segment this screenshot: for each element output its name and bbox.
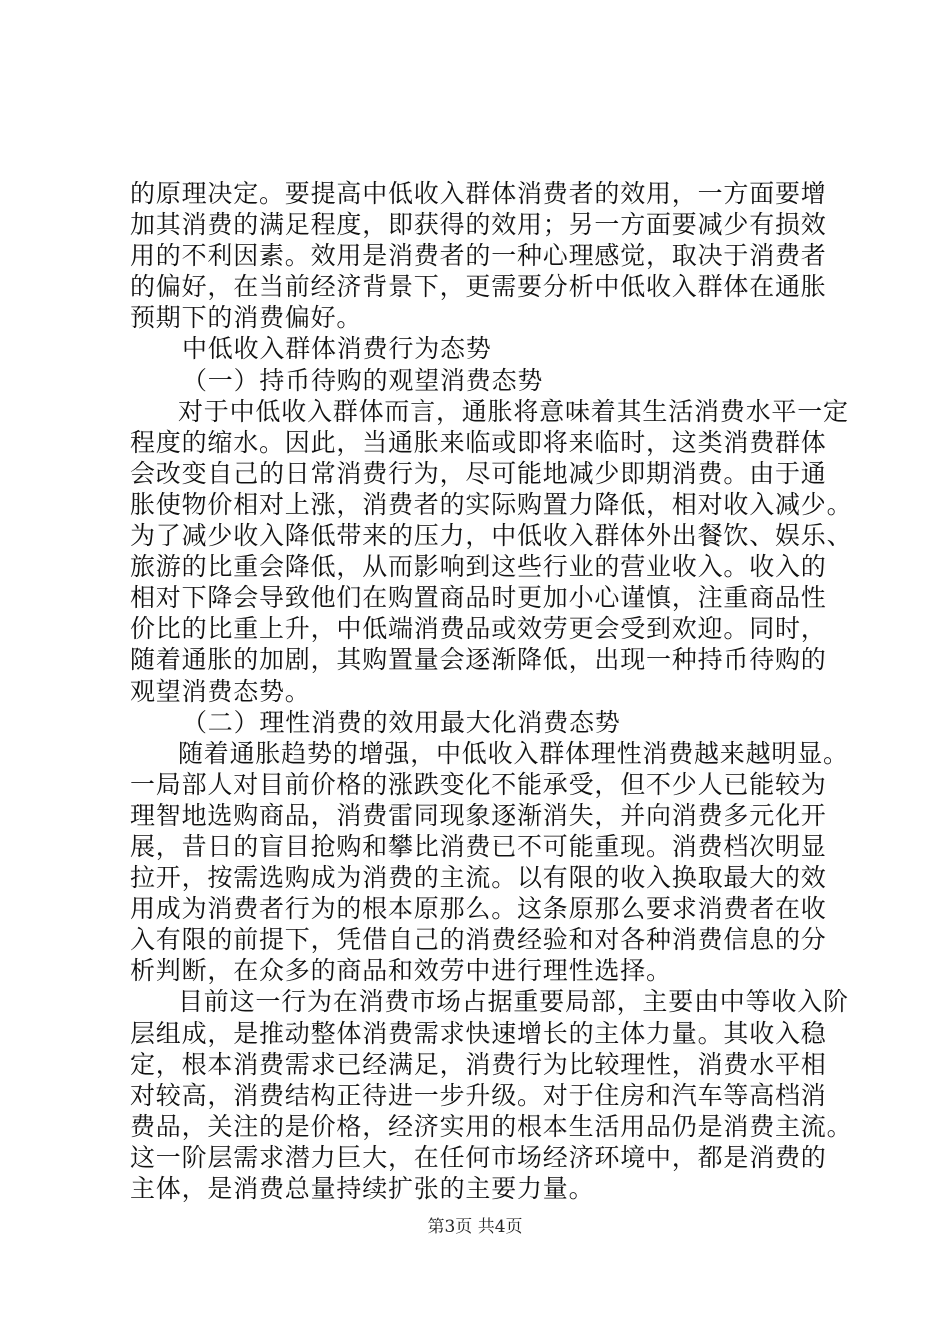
body-line: 胀使物价相对上涨，消费者的实际购置力降低，相对收入减少。 bbox=[130, 489, 853, 519]
body-line: 一局部人对目前价格的涨跌变化不能承受，但不少人已能较为 bbox=[130, 769, 827, 799]
page-number-footer: 第3页 共4页 bbox=[427, 1217, 523, 1237]
paragraph-first-line: 随着通胀趋势的增强，中低收入群体理性消费越来越明显。 bbox=[178, 738, 849, 768]
body-line: 费品，关注的是价格，经济实用的根本生活用品仍是消费主流。 bbox=[130, 1111, 853, 1141]
body-line: 层组成，是推动整体消费需求快速增长的主体力量。其收入稳 bbox=[130, 1018, 827, 1048]
body-line: 价比的比重上升，中低端消费品或效劳更会受到欢迎。同时， bbox=[130, 614, 827, 644]
body-line: 对较高，消费结构正待进一步升级。对于住房和汽车等高档消 bbox=[130, 1080, 827, 1110]
body-line: 加其消费的满足程度，即获得的效用；另一方面要减少有损效 bbox=[130, 210, 827, 240]
body-line: 为了减少收入降低带来的压力，中低收入群体外出餐饮、娱乐、 bbox=[130, 521, 853, 551]
section-heading: 中低收入群体消费行为态势 bbox=[182, 334, 492, 364]
body-line: 入有限的前提下，凭借自己的消费经验和对各种消费信息的分 bbox=[130, 925, 827, 955]
body-line: 拉开，按需选购成为消费的主流。以有限的收入换取最大的效 bbox=[130, 863, 827, 893]
body-line: 相对下降会导致他们在购置商品时更加小心谨慎，注重商品性 bbox=[130, 583, 827, 613]
body-line: 程度的缩水。因此，当通胀来临或即将来临时，这类消费群体 bbox=[130, 427, 827, 457]
body-line: 用成为消费者行为的根本原那么。这条原那么要求消费者在收 bbox=[130, 894, 827, 924]
body-line: 随着通胀的加剧，其购置量会逐渐降低，出现一种持币待购的 bbox=[130, 645, 827, 675]
body-line: 用的不利因素。效用是消费者的一种心理感觉，取决于消费者 bbox=[130, 241, 827, 271]
document-body bbox=[130, 178, 853, 1204]
body-line: 预期下的消费偏好。 bbox=[130, 303, 363, 333]
body-line: 主体，是消费总量持续扩张的主要力量。 bbox=[130, 1174, 595, 1203]
body-line: 展，昔日的盲目抢购和攀比消费已不可能重现。消费档次明显 bbox=[130, 831, 827, 861]
body-line: 定，根本消费需求已经满足，消费行为比较理性，消费水平相 bbox=[130, 1049, 827, 1079]
body-line: 观望消费态势。 bbox=[130, 676, 311, 706]
body-line: 析判断，在众多的商品和效劳中进行理性选择。 bbox=[130, 956, 672, 986]
body-line: 旅游的比重会降低，从而影响到这些行业的营业收入。收入的 bbox=[130, 552, 827, 582]
body-line: 的原理决定。要提高中低收入群体消费者的效用，一方面要增 bbox=[130, 179, 827, 208]
subsection-heading: （一）持币待购的观望消费态势 bbox=[182, 365, 544, 395]
subsection-heading: （二）理性消费的效用最大化消费态势 bbox=[182, 707, 621, 737]
body-line: 的偏好，在当前经济背景下，更需要分析中低收入群体在通胀 bbox=[130, 272, 827, 302]
paragraph-first-line: 目前这一行为在消费市场占据重要局部，主要由中等收入阶 bbox=[178, 987, 849, 1017]
body-line: 会改变自己的日常消费行为，尽可能地减少即期消费。由于通 bbox=[130, 458, 827, 488]
paragraph-first-line: 对于中低收入群体而言，通胀将意味着其生活消费水平一定 bbox=[178, 396, 849, 426]
body-line: 这一阶层需求潜力巨大，在任何市场经济环境中，都是消费的 bbox=[130, 1142, 827, 1172]
body-line: 理智地选购商品，消费雷同现象逐渐消失，并向消费多元化开 bbox=[130, 800, 827, 830]
